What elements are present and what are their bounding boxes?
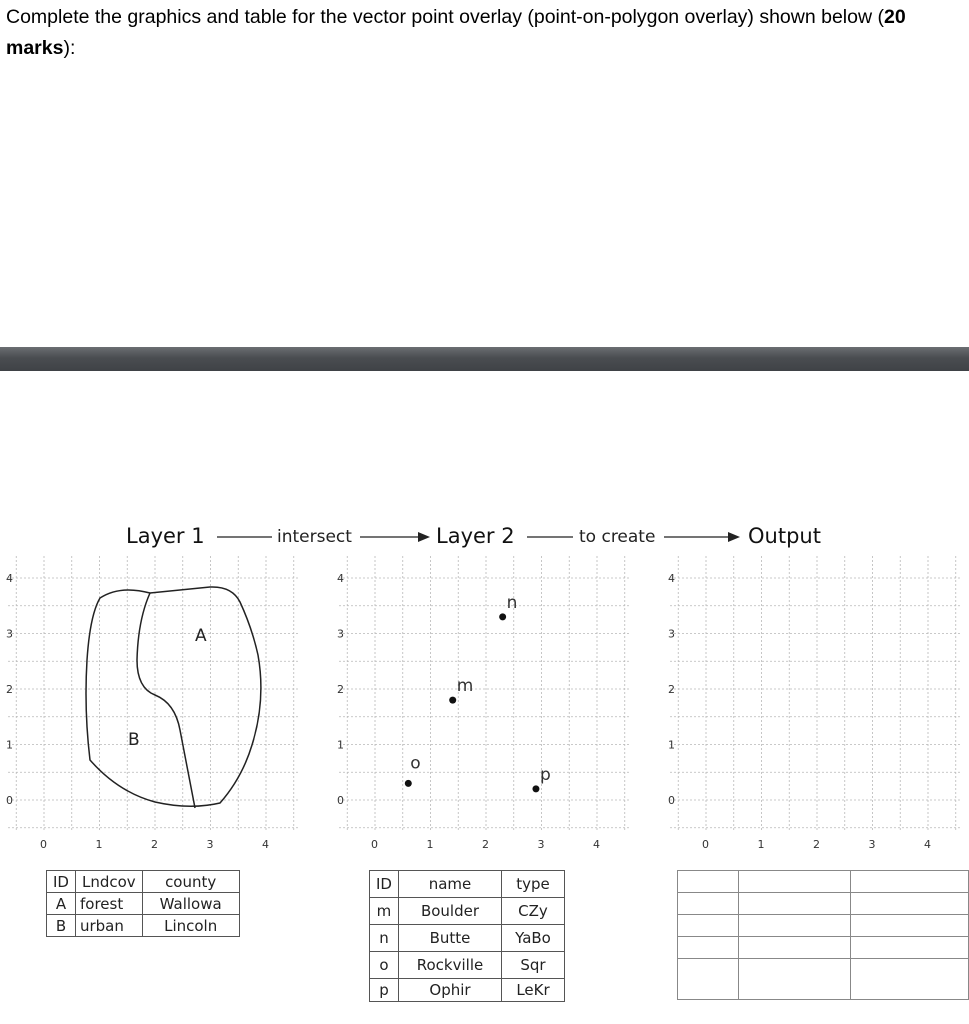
table-cell: m xyxy=(370,898,399,925)
y-tick-label: 3 xyxy=(668,627,675,641)
table-header: type xyxy=(501,871,564,898)
point-label-p: p xyxy=(539,764,551,785)
y-tick-label: 3 xyxy=(337,627,344,641)
y-tick-label: 2 xyxy=(668,683,675,696)
table-cell: LeKr xyxy=(501,979,564,1002)
polygon-label-a: A xyxy=(195,626,207,646)
output-cell[interactable] xyxy=(850,915,968,937)
polygon-label-b: B xyxy=(128,730,140,750)
y-tick-label: 4 xyxy=(337,572,344,585)
output-cell[interactable] xyxy=(738,893,850,915)
table-cell: YaBo xyxy=(501,925,564,952)
table-cell: B xyxy=(47,915,76,937)
y-tick-label: 1 xyxy=(337,738,344,752)
point-label-o: o xyxy=(410,753,421,774)
y-tick-label: 2 xyxy=(337,683,344,696)
y-tick-label: 0 xyxy=(337,794,344,807)
output-cell[interactable] xyxy=(850,871,968,893)
x-tick-label: 3 xyxy=(868,838,876,851)
output-cell[interactable] xyxy=(850,893,968,915)
output-cell[interactable] xyxy=(678,871,739,893)
y-tick-label: 0 xyxy=(668,794,675,807)
output-cell[interactable] xyxy=(678,937,739,959)
output-cell[interactable] xyxy=(738,915,850,937)
point-label-n: n xyxy=(506,592,518,613)
table-cell: Wallowa xyxy=(142,893,239,915)
output-cell[interactable] xyxy=(850,937,968,959)
x-tick-label: 1 xyxy=(426,838,434,851)
output-cell[interactable] xyxy=(678,959,739,1000)
table-cell: A xyxy=(47,893,76,915)
x-tick-label: 4 xyxy=(262,838,269,851)
x-tick-label: 1 xyxy=(95,838,103,851)
point-p xyxy=(532,785,539,792)
intersect-label: intersect xyxy=(277,527,352,547)
x-tick-label: 1 xyxy=(757,838,765,851)
table-cell: Sqr xyxy=(501,952,564,979)
table-cell: forest xyxy=(75,893,142,915)
marks: 20 marks xyxy=(6,6,906,59)
table-cell: Lincoln xyxy=(142,915,239,937)
table-cell: Rockville xyxy=(398,952,501,979)
table-header: Lndcov xyxy=(75,871,142,893)
x-tick-label: 0 xyxy=(371,838,378,851)
x-tick-label: 4 xyxy=(593,838,600,851)
y-tick-label: 2 xyxy=(6,683,13,696)
create-label: to create xyxy=(579,527,656,547)
output-table[interactable] xyxy=(677,870,969,1000)
polygon-boundary xyxy=(137,593,195,808)
output-cell[interactable] xyxy=(678,915,739,937)
table-cell: CZy xyxy=(501,898,564,925)
layer2-label: Layer 2 xyxy=(436,524,515,548)
x-tick-label: 4 xyxy=(924,838,931,851)
coordinate-grid xyxy=(337,556,630,851)
y-tick-label: 1 xyxy=(6,738,13,752)
output-cell[interactable] xyxy=(738,959,850,1000)
table-cell: n xyxy=(370,925,399,952)
table-header: ID xyxy=(370,871,399,898)
output-label: Output xyxy=(748,524,821,548)
output-cell[interactable] xyxy=(678,893,739,915)
table-cell: Ophir xyxy=(398,979,501,1002)
output-cell[interactable] xyxy=(738,871,850,893)
table-cell: o xyxy=(370,952,399,979)
x-tick-label: 2 xyxy=(482,838,489,851)
arrow-head xyxy=(728,532,740,542)
y-tick-label: 4 xyxy=(668,572,675,585)
table-cell: p xyxy=(370,979,399,1002)
output-cell[interactable] xyxy=(738,937,850,959)
coordinate-grid xyxy=(668,556,961,851)
point-n xyxy=(499,613,506,620)
arrow-head xyxy=(418,532,430,542)
x-tick-label: 2 xyxy=(813,838,820,851)
layer2-table xyxy=(369,870,565,1002)
polygon-outline xyxy=(86,587,261,806)
point-label-m: m xyxy=(456,676,474,697)
output-cell[interactable] xyxy=(850,959,968,1000)
layer1-label: Layer 1 xyxy=(126,524,205,548)
question-text: Complete the graphics and table for the vector point overlay (point-on-polygon overlay) shown below (20 marks): xyxy=(6,6,906,59)
y-tick-label: 0 xyxy=(6,794,13,807)
y-tick-label: 4 xyxy=(6,572,13,585)
x-tick-label: 0 xyxy=(40,838,47,851)
layer1-table xyxy=(46,870,240,937)
table-header: name xyxy=(398,871,501,898)
table-header: ID xyxy=(47,871,76,893)
point-m xyxy=(449,697,456,704)
y-tick-label: 1 xyxy=(668,738,675,752)
x-tick-label: 3 xyxy=(206,838,214,851)
table-header: county xyxy=(142,871,239,893)
x-tick-label: 2 xyxy=(151,838,158,851)
x-tick-label: 0 xyxy=(702,838,709,851)
y-tick-label: 3 xyxy=(6,627,13,641)
table-cell: Boulder xyxy=(398,898,501,925)
x-tick-label: 3 xyxy=(537,838,545,851)
point-o xyxy=(405,780,412,787)
table-cell: urban xyxy=(75,915,142,937)
table-cell: Butte xyxy=(398,925,501,952)
coordinate-grid xyxy=(6,556,299,851)
